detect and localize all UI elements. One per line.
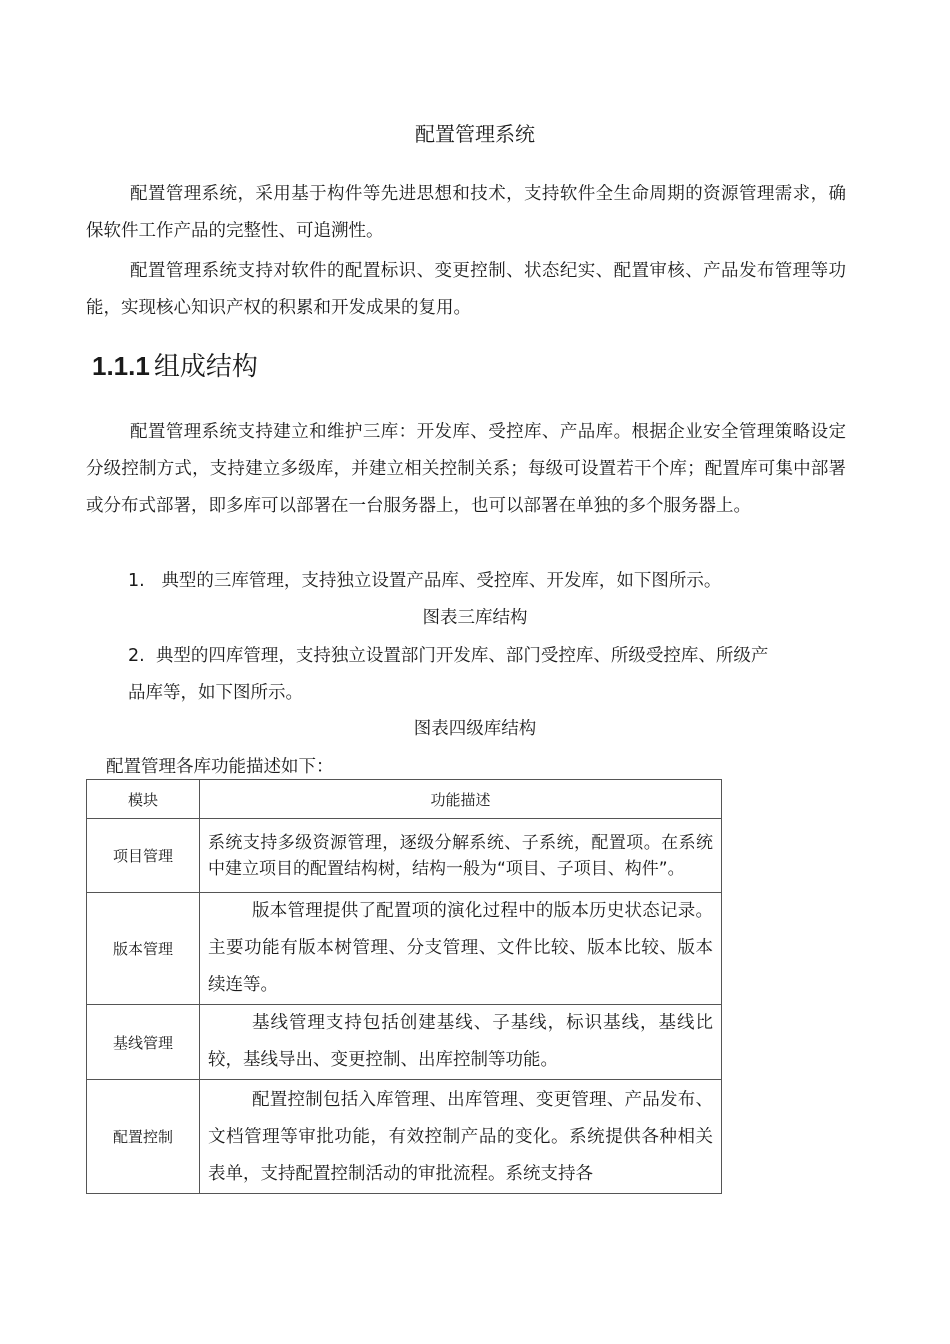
function-table	[86, 779, 722, 1194]
description-cell: 版本管理提供了配置项的演化过程中的版本历史状态记录。主要功能有版本树管理、分支管理、文件比较、版本比较、版本续连等。	[200, 893, 722, 1005]
header-description: 功能描述	[200, 780, 722, 819]
table-header-row	[87, 780, 722, 819]
table-row	[87, 893, 722, 1005]
description-cell: 配置控制包括入库管理、出库管理、变更管理、产品发布、文档管理等审批功能，有效控制产品的变化。系统提供各种相关表单，支持配置控制活动的审批流程。系统支持各	[200, 1080, 722, 1194]
list-item-number: 1.	[128, 571, 145, 591]
section-heading	[92, 346, 258, 387]
description-cell: 基线管理支持包括创建基线、子基线，标识基线，基线比较，基线导出、变更控制、出库控制等功能。	[200, 1005, 722, 1080]
description-cell: 系统支持多级资源管理，逐级分解系统、子系统，配置项。在系统中建立项目的配置结构树，结构一般为“项目、子项目、构件”。	[200, 819, 722, 893]
figure-caption-1: 图表三库结构	[422, 608, 528, 628]
list-item-text-continued: 品库等，如下图所示。	[128, 683, 303, 703]
table-intro: 配置管理各库功能描述如下：	[106, 757, 334, 777]
list-item-2	[128, 638, 843, 712]
module-cell: 项目管理	[87, 819, 200, 893]
figure-caption-2: 图表四级库结构	[413, 719, 537, 739]
module-cell: 基线管理	[87, 1005, 200, 1080]
list-item-text: 典型的三库管理，支持独立设置产品库、受控库、开发库，如下图所示。	[161, 571, 722, 591]
header-module: 模块	[87, 780, 200, 819]
table-row	[87, 1005, 722, 1080]
table-row	[87, 1080, 722, 1194]
list-item-number: 2.	[128, 646, 145, 666]
section-number: 1.1.1	[92, 351, 150, 381]
module-cell: 版本管理	[87, 893, 200, 1005]
intro-paragraph-2: 配置管理系统支持对软件的配置标识、变更控制、状态纪实、配置审核、产品发布管理等功能，实现核心知识产权的积累和开发成果的复用。	[86, 261, 846, 318]
table-row	[87, 819, 722, 893]
section-title: 组成结构	[153, 352, 258, 382]
module-cell: 配置控制	[87, 1080, 200, 1194]
intro-paragraph-1: 配置管理系统，采用基于构件等先进思想和技术，支持软件全生命周期的资源管理需求，确保软件工作产品的完整性、可追溯性。	[86, 184, 846, 241]
list-item-1	[128, 563, 721, 600]
page-title: 配置管理系统	[415, 122, 535, 146]
list-item-text: 典型的四库管理，支持独立设置部门开发库、部门受控库、所级受控库、所级产	[155, 646, 769, 666]
section-paragraph: 配置管理系统支持建立和维护三库：开发库、受控库、产品库。根据企业安全管理策略设定分级控制方式，支持建立多级库，并建立相关控制关系；每级可设置若干个库；配置库可集中部署或分布式部署，即多库可以部署在一台服务器上，也可以部署在单独的多个服务器上。	[86, 422, 846, 516]
